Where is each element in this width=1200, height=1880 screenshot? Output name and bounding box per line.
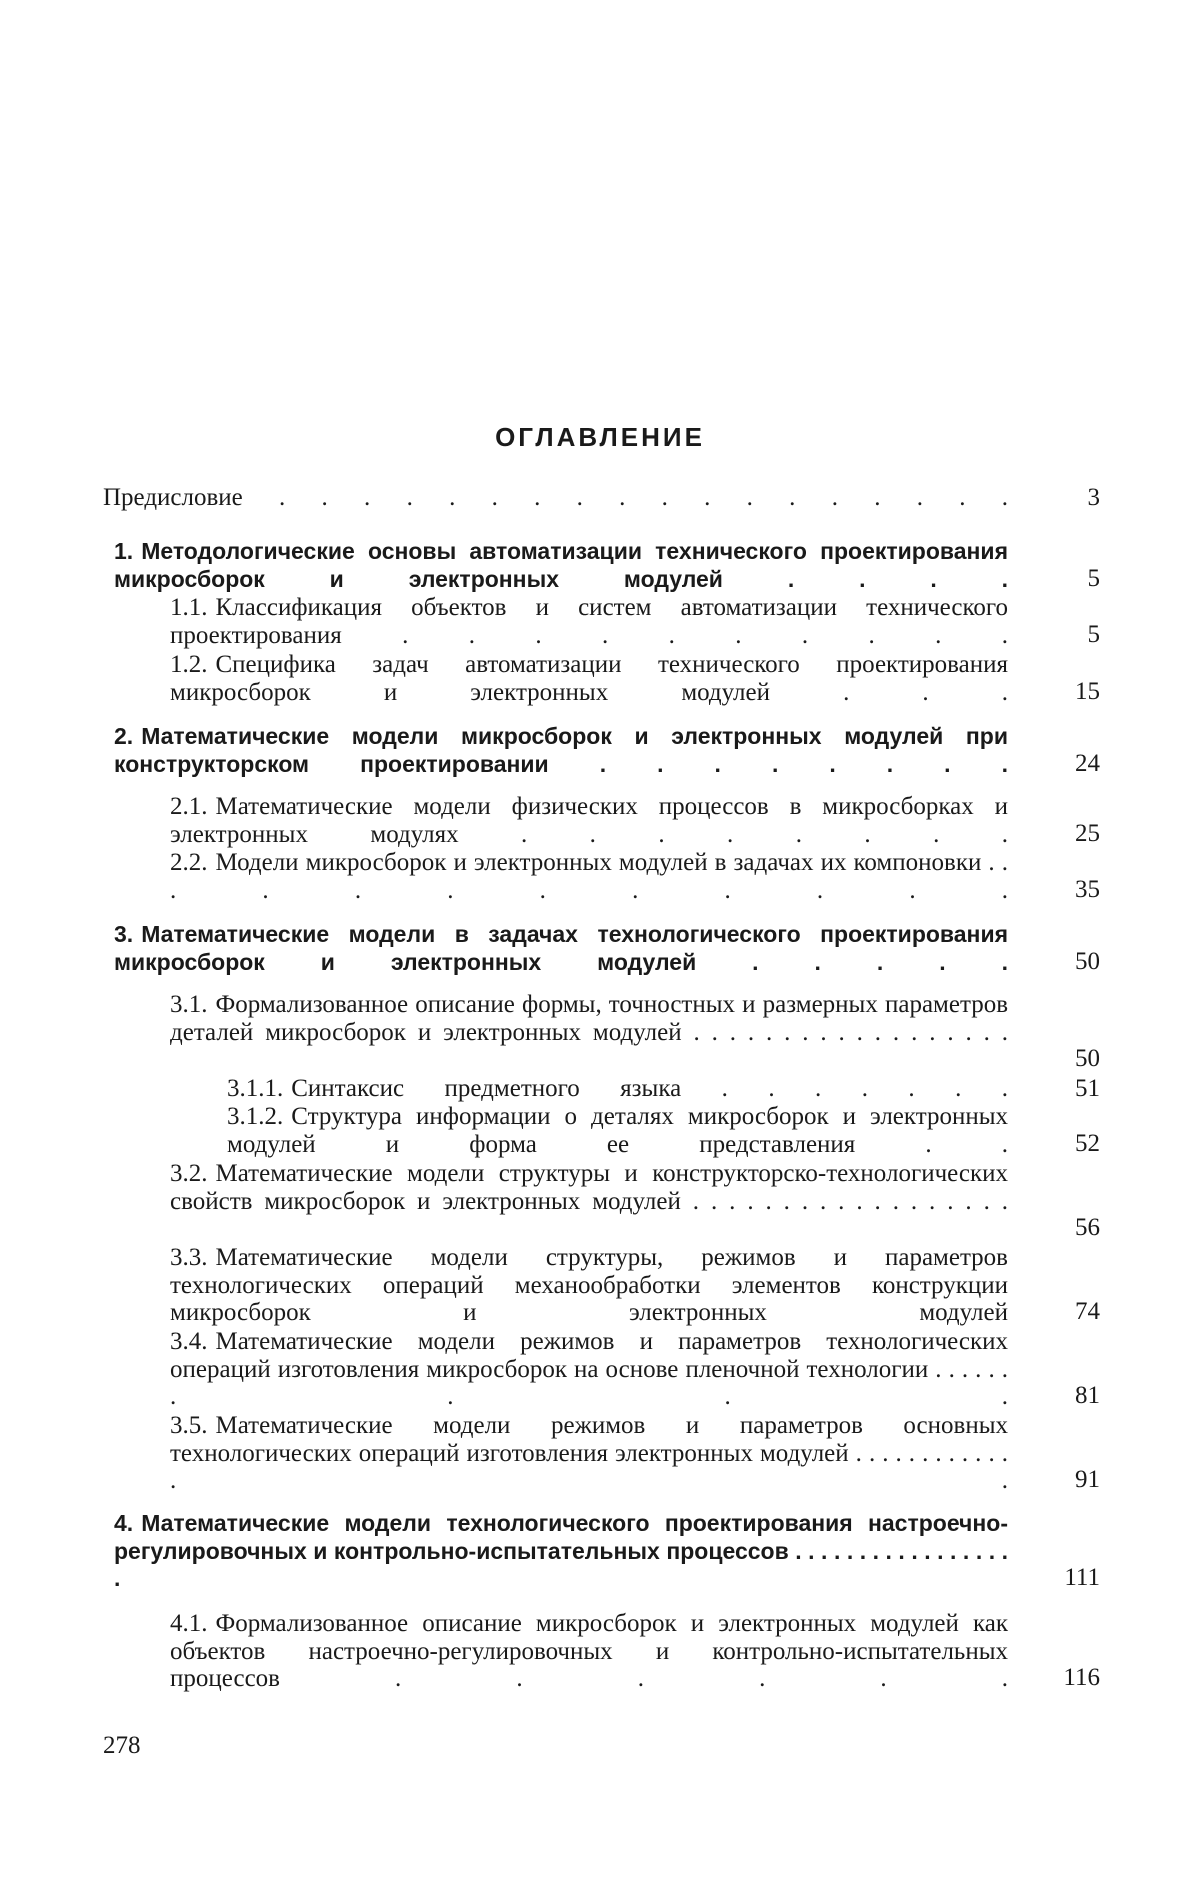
toc-entry-number: 3.1.2.	[227, 1103, 291, 1130]
toc-entry-label: Структура информации о деталях микросборок и электронных модулей и форма ее представления . .	[227, 1103, 1008, 1158]
toc-entry-text	[170, 594, 1008, 649]
toc-entry-text	[170, 991, 1008, 1046]
toc-page-number: 81	[1040, 1382, 1100, 1410]
toc-page-number: 50	[1040, 948, 1100, 976]
toc-page-number: 15	[1040, 678, 1100, 706]
toc-entry-text	[114, 723, 1008, 778]
toc-entry-text	[170, 793, 1008, 848]
toc-entry-number: 1.	[114, 538, 141, 564]
toc-entry-number: 2.	[114, 723, 141, 749]
footer-page-number: 278	[103, 1732, 141, 1760]
toc-entry-text	[170, 1610, 1008, 1693]
toc-page-number: 74	[1040, 1298, 1100, 1326]
toc-entry-number: 3.5.	[170, 1412, 216, 1439]
toc-entry-number: 3.3.	[170, 1244, 216, 1271]
toc-entry-text	[114, 921, 1008, 976]
toc-entry-label: Математические модели режимов и параметров основных технологических операций изготовления электронных модулей . . . . . . . . . . . . . .	[170, 1412, 1008, 1494]
toc-entry-label: Математические модели структуры, режимов и параметров технологических операций механообработки элементов конструкции микросборок и электронных модулей	[170, 1244, 1008, 1326]
toc-entry-text	[227, 1075, 1008, 1103]
toc-entry-number: 1.1.	[170, 594, 216, 621]
toc-entry-number: 3.4.	[170, 1328, 216, 1355]
toc-entry-text	[114, 1510, 1008, 1593]
toc-entry-label: Математические модели технологического проектирования настроечно-регулировочных и контрольно-испытательных процессов . . . . . . . . . . . . . . . . . .	[114, 1510, 1008, 1591]
toc-entry-number: 4.	[114, 1510, 141, 1536]
toc-page-number: 91	[1040, 1466, 1100, 1494]
toc-entry-label: Математические модели режимов и параметров технологических операций изготовления микросборок на основе пленочной технологии . . . . . . . . . .	[170, 1328, 1008, 1410]
toc-page-number: 25	[1040, 820, 1100, 848]
toc-page-number: 5	[1040, 565, 1100, 593]
toc-entry-label: Математические модели в задачах технологического проектирования микросборок и электронных модулей . . . . .	[114, 921, 1008, 975]
toc-entry-number: 3.1.1.	[227, 1075, 291, 1102]
toc-entry-label: Математические модели структуры и конструкторско-технологических свойств микросборок и электронных модулей . . . . . . . . . . . . . . . . . .	[170, 1160, 1008, 1215]
toc-entry-number: 2.2.	[170, 849, 216, 876]
toc-entry-label: Модели микросборок и электронных модулей в задачах их компоновки . . . . . . . . . . . .	[170, 849, 1008, 904]
toc-page-number: 51	[1040, 1075, 1100, 1103]
toc-entry-number: 3.	[114, 921, 141, 947]
toc-page-number: 50	[1040, 1045, 1100, 1073]
toc-entry-number: 3.2.	[170, 1160, 216, 1187]
toc-entry-label: Формализованное описание микросборок и электронных модулей как объектов настроечно-регулировочных и контрольно-испытательных процессов . . . . . .	[170, 1610, 1008, 1692]
toc-entry-label: Специфика задач автоматизации технического проектирования микросборок и электронных модулей . . .	[170, 651, 1008, 706]
toc-entry-text	[227, 1103, 1008, 1158]
toc-entry-label: Синтаксис предметного языка . . . . . . .	[291, 1075, 1008, 1102]
toc-page-number: 111	[1040, 1564, 1100, 1592]
toc-entry-number: 3.1.	[170, 991, 216, 1018]
toc-entry-text	[170, 1328, 1008, 1411]
toc-entry-label: Предисловие . . . . . . . . . . . . . . . . . .	[103, 484, 1008, 511]
toc-page-number: 3	[1040, 484, 1100, 512]
document-page	[0, 0, 1200, 1880]
toc-entry-number: 4.1.	[170, 1610, 216, 1637]
toc-entry-number: 1.2.	[170, 651, 216, 678]
toc-page-number: 116	[1040, 1664, 1100, 1692]
toc-entry-text	[170, 1244, 1008, 1327]
page-title: ОГЛАВЛЕНИЕ	[0, 422, 1200, 453]
toc-entry-label: Формализованное описание формы, точностных и размерных параметров деталей микросборок и электронных модулей . . . . . . . . . . . . . . . . . .	[170, 991, 1008, 1046]
toc-entry-label: Математические модели микросборок и электронных модулей при конструкторском проектировании . . . . . . . .	[114, 723, 1008, 777]
toc-entry-text	[170, 651, 1008, 706]
toc-page-number: 5	[1040, 621, 1100, 649]
toc-entry-text	[103, 484, 1008, 512]
toc-entry-label: Классификация объектов и систем автоматизации технического проектирования . . . . . . . . . .	[170, 594, 1008, 649]
toc-entry-label: Методологические основы автоматизации технического проектирования микросборок и электронных модулей . . . .	[114, 538, 1008, 592]
toc-entry-text	[170, 1160, 1008, 1215]
toc-page-number: 35	[1040, 876, 1100, 904]
toc-entry-text	[170, 849, 1008, 904]
toc-page-number: 52	[1040, 1130, 1100, 1158]
toc-page-number: 56	[1040, 1214, 1100, 1242]
toc-entry-label: Математические модели физических процессов в микросборках и электронных модулях . . . . . . . .	[170, 793, 1008, 848]
toc-entry-text	[170, 1412, 1008, 1495]
toc-page-number: 24	[1040, 750, 1100, 778]
toc-entry-number: 2.1.	[170, 793, 216, 820]
toc-entry-text	[114, 538, 1008, 593]
